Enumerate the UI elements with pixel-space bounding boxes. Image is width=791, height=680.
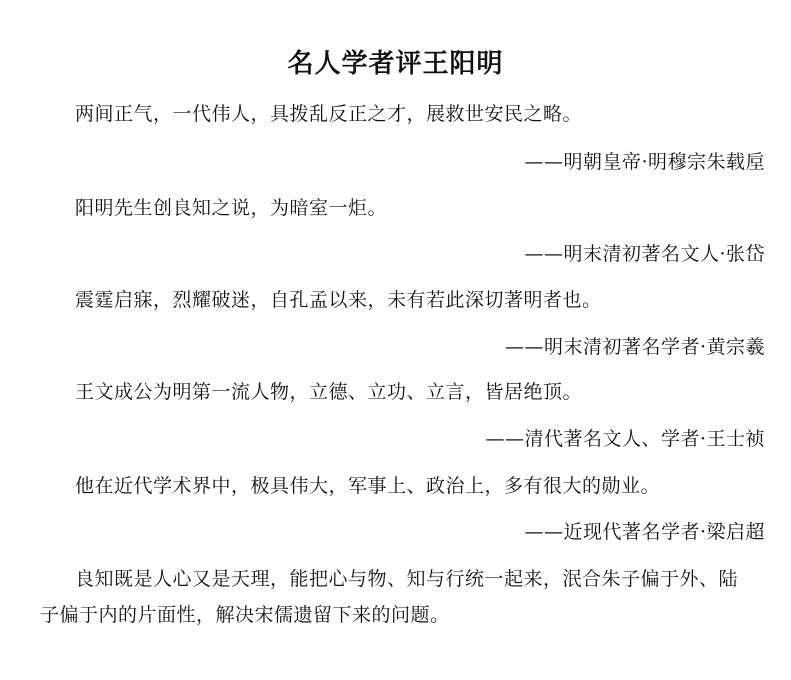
closing-paragraph-line-1: 良知既是人心又是天理，能把心与物、知与行统一起来，泯合朱子偏于外、陆 [75, 568, 739, 590]
quote-1: 两间正气，一代伟人，具拨乱反正之才，展救世安民之略。 [75, 103, 583, 125]
closing-paragraph-line-2: 子偏于内的片面性，解决宋儒遗留下来的问题。 [40, 604, 450, 626]
attribution-5: ——近现代著名学者·梁启超 [524, 521, 765, 543]
attribution-2: ——明末清初著名文人·张岱 [524, 243, 765, 265]
quote-5: 他在近代学术界中，极具伟大，军事上、政治上，多有很大的勋业。 [75, 475, 661, 497]
quote-2: 阳明先生创良知之说，为暗室一炬。 [75, 197, 388, 219]
attribution-3: ——明末清初著名学者·黄宗羲 [504, 336, 765, 358]
page-title: 名人学者评王阳明 [287, 49, 504, 79]
attribution-4: ——清代著名文人、学者·王士祯 [485, 428, 765, 450]
attribution-1: ——明朝皇帝·明穆宗朱载垕 [524, 151, 765, 173]
quote-3: 震霆启寐，烈耀破迷，自孔孟以来，未有若此深切著明者也。 [75, 289, 602, 311]
quote-4: 王文成公为明第一流人物，立德、立功、立言，皆居绝顶。 [75, 381, 583, 403]
